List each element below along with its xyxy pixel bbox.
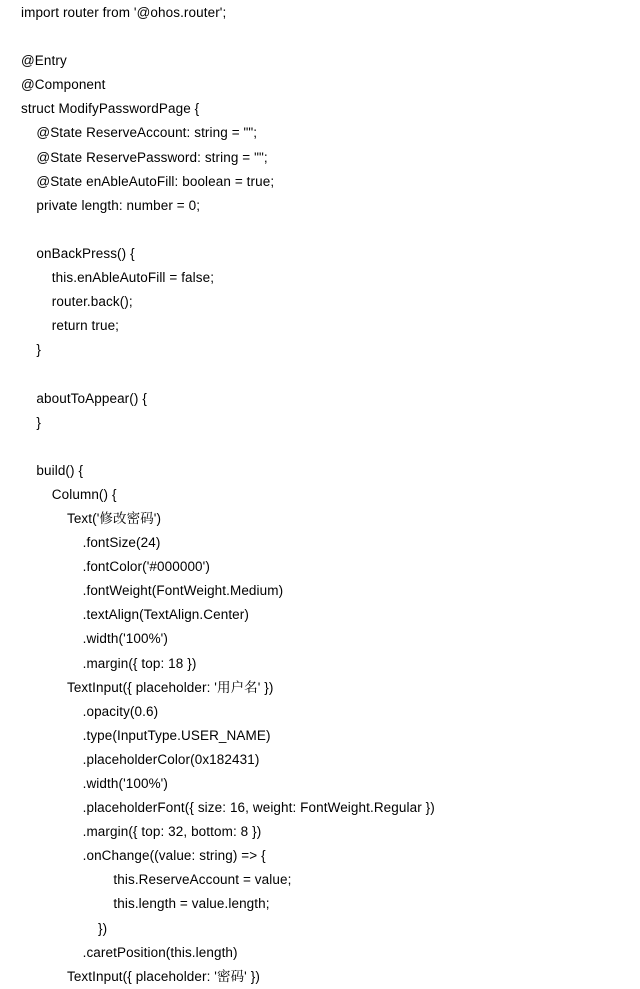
code-line: @State ReserveAccount: string = ""; — [21, 125, 258, 141]
code-line: .width('100%') — [21, 631, 168, 647]
code-line: @Entry — [21, 53, 67, 69]
code-line: .placeholderFont({ size: 16, weight: FontWeight.Regular }) — [21, 800, 435, 816]
code-line: .fontColor('#000000') — [21, 559, 210, 575]
code-line: onBackPress() { — [21, 245, 135, 261]
code-line: this.length = value.length; — [21, 896, 270, 912]
code-line: build() { — [21, 462, 84, 478]
code-line: @Component — [21, 77, 106, 93]
code-line: aboutToAppear() { — [21, 390, 147, 406]
code-line: .margin({ top: 18 }) — [21, 655, 197, 671]
code-line: @State enAbleAutoFill: boolean = true; — [21, 173, 275, 189]
code-line: .onChange((value: string) => { — [21, 848, 266, 864]
code-line — [21, 25, 640, 49]
code-line: Column() { — [21, 486, 117, 502]
code-line: TextInput({ placeholder: '用户名' }) — [21, 679, 274, 695]
code-line: .opacity(0.6) — [21, 703, 159, 719]
code-line: Text('修改密码') — [21, 510, 162, 526]
code-line — [21, 435, 640, 459]
code-line: .placeholderColor(0x182431) — [21, 751, 260, 767]
code-line: } — [21, 342, 42, 358]
code-line: private length: number = 0; — [21, 197, 201, 213]
code-line: struct ModifyPasswordPage { — [21, 101, 200, 117]
code-line: .textAlign(TextAlign.Center) — [21, 607, 249, 623]
code-line: this.enAbleAutoFill = false; — [21, 270, 215, 286]
code-line: import router from '@ohos.router'; — [21, 5, 227, 20]
code-line: .type(InputType.USER_NAME) — [21, 727, 271, 743]
code-line: .margin({ top: 32, bottom: 8 }) — [21, 824, 262, 840]
code-line: .fontWeight(FontWeight.Medium) — [21, 583, 284, 599]
code-line: }) — [21, 920, 108, 936]
code-line: router.back(); — [21, 294, 133, 310]
code-line: this.ReserveAccount = value; — [21, 872, 292, 888]
code-line: TextInput({ placeholder: '密码' }) — [21, 968, 260, 984]
code-line: .caretPosition(this.length) — [21, 944, 238, 960]
code-line: .width('100%') — [21, 776, 168, 791]
code-line: } — [21, 414, 42, 430]
code-line: @State ReservePassword: string = ""; — [21, 149, 268, 165]
code-line — [21, 362, 640, 386]
code-line: .fontSize(24) — [21, 535, 161, 551]
code-line — [21, 218, 640, 242]
code-line: return true; — [21, 318, 120, 334]
